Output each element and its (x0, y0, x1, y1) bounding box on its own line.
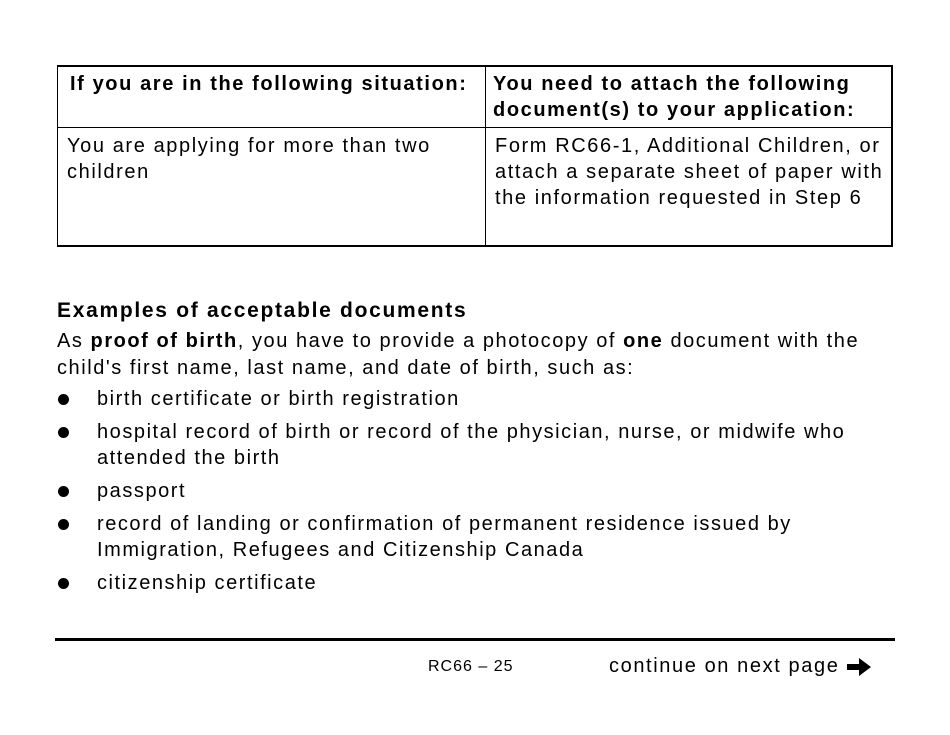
list-item (57, 511, 907, 563)
cell-documents: Form RC66-1, Additional Children, or attach a separate sheet of paper with the information requested in Step 6 (486, 128, 893, 246)
acceptable-documents-section (57, 296, 907, 603)
intro-bold-proof-of-birth: proof of birth (90, 330, 238, 352)
intro-text-3: document with the child's first name, last name, and date of birth, such as: (57, 330, 860, 379)
requirements-table (57, 65, 893, 247)
list-item-text: passport (97, 480, 187, 502)
header-situation: If you are in the following situation: (58, 66, 486, 128)
continue-label: continue on next page (609, 655, 840, 677)
list-item (57, 419, 907, 471)
table-row (58, 128, 893, 246)
intro-bold-one: one (623, 330, 664, 352)
list-item-text: hospital record of birth or record of the physician, nurse, or midwife who attended the birth (97, 421, 846, 469)
bullet-icon (58, 486, 69, 497)
list-item-text: birth certificate or birth registration (97, 388, 460, 410)
continue-next-page (609, 655, 873, 678)
list-item-text: record of landing or confirmation of permanent residence issued by Immigration, Refugees and Citizenship Canada (97, 513, 792, 561)
intro-text-2: , you have to provide a photocopy of (237, 330, 624, 352)
bullet-icon (58, 519, 69, 530)
bullet-icon (58, 427, 69, 438)
list-item (57, 478, 907, 504)
section-heading: Examples of acceptable documents (57, 299, 468, 322)
arrow-right-icon (845, 656, 873, 678)
documents-list (57, 386, 907, 596)
table-header-row (58, 66, 893, 128)
bullet-icon (58, 578, 69, 589)
footer-divider (55, 638, 895, 641)
header-documents: You need to attach the following document(s) to your application: (486, 66, 893, 128)
list-item (57, 570, 907, 596)
list-item (57, 386, 907, 412)
list-item-text: citizenship certificate (97, 572, 318, 594)
intro-text-1: As (57, 330, 91, 352)
intro-paragraph (57, 328, 907, 382)
bullet-icon (58, 394, 69, 405)
cell-situation: You are applying for more than two children (58, 128, 486, 246)
page-number: RC66 – 25 (428, 658, 514, 675)
